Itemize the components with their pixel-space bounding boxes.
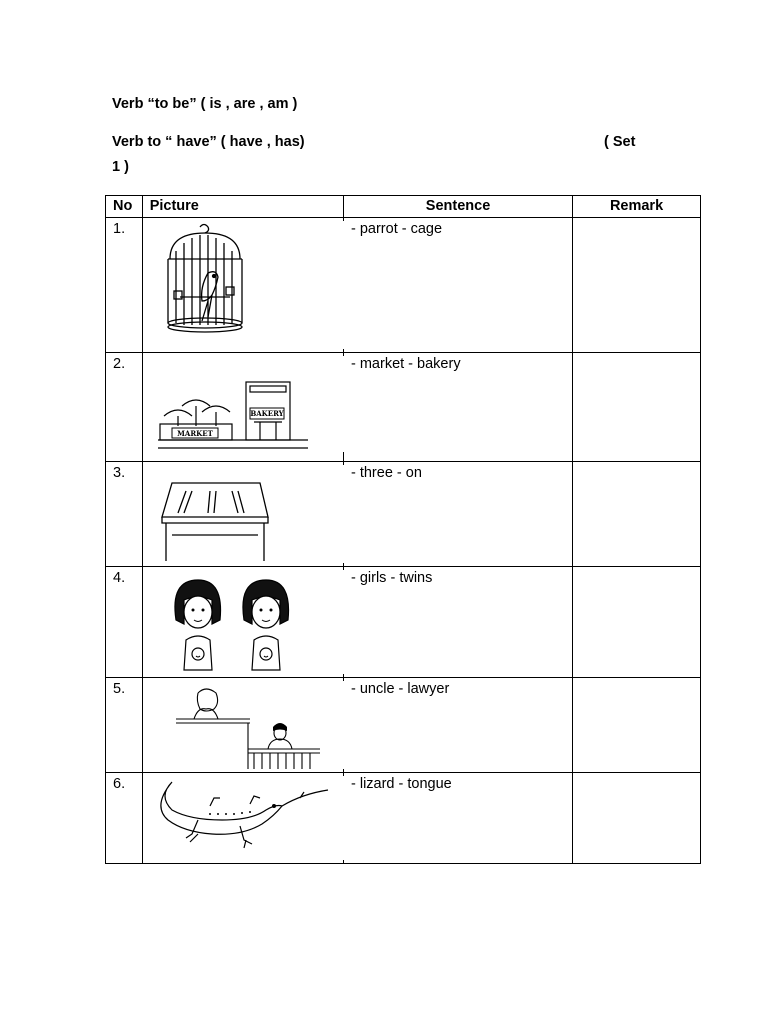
sentence-cell: - uncle - lawyer: [343, 678, 572, 773]
row-number: 4.: [106, 567, 143, 678]
set-label: ( Set: [604, 134, 636, 150]
row-number: 6.: [106, 773, 143, 864]
remark-cell[interactable]: [573, 462, 701, 567]
table-row: [106, 353, 701, 462]
row-number: 1.: [106, 218, 143, 353]
picture-cell: [142, 567, 343, 678]
picture-cell: [142, 773, 343, 864]
table-row: [106, 678, 701, 773]
remark-cell[interactable]: [573, 567, 701, 678]
sentence-cell: - three - on: [343, 462, 572, 567]
bakery-sign: BAKERY: [250, 409, 284, 418]
row-number: 2.: [106, 353, 143, 462]
table-row: [106, 567, 701, 678]
picture-cell: [142, 353, 343, 462]
market-sign: MARKET: [176, 429, 213, 438]
column-header-remark: Remark: [573, 196, 701, 218]
worksheet-table: [105, 195, 701, 864]
sentence-cell: - lizard - tongue: [343, 773, 572, 864]
parrot-in-cage-icon: [150, 221, 345, 349]
remark-cell[interactable]: [573, 773, 701, 864]
table-header-row: [106, 196, 701, 218]
table-row: [106, 218, 701, 353]
remark-cell[interactable]: [573, 353, 701, 462]
column-header-picture: Picture: [142, 196, 343, 218]
remark-cell[interactable]: [573, 678, 701, 773]
set-number: 1 ): [112, 159, 129, 175]
picture-cell: [142, 218, 343, 353]
sentence-cell: - market - bakery: [343, 353, 572, 462]
title-verb-to-have: Verb to “ have” ( have , has): [112, 134, 305, 150]
twin-girls-icon: [150, 570, 345, 674]
table-icon: [150, 465, 345, 563]
sentence-cell: - girls - twins: [343, 567, 572, 678]
row-number: 3.: [106, 462, 143, 567]
lizard-icon: [150, 776, 345, 860]
table-row: [106, 462, 701, 567]
remark-cell[interactable]: [573, 218, 701, 353]
picture-cell: [142, 678, 343, 773]
market-bakery-icon: [150, 356, 345, 452]
courtroom-icon: [150, 681, 345, 769]
table-row: [106, 773, 701, 864]
picture-cell: [142, 462, 343, 567]
column-header-no: No: [106, 196, 143, 218]
title-verb-to-be: Verb “to be” ( is , are , am ): [112, 96, 298, 112]
row-number: 5.: [106, 678, 143, 773]
sentence-cell: - parrot - cage: [343, 218, 572, 353]
column-header-sentence: Sentence: [343, 196, 572, 218]
